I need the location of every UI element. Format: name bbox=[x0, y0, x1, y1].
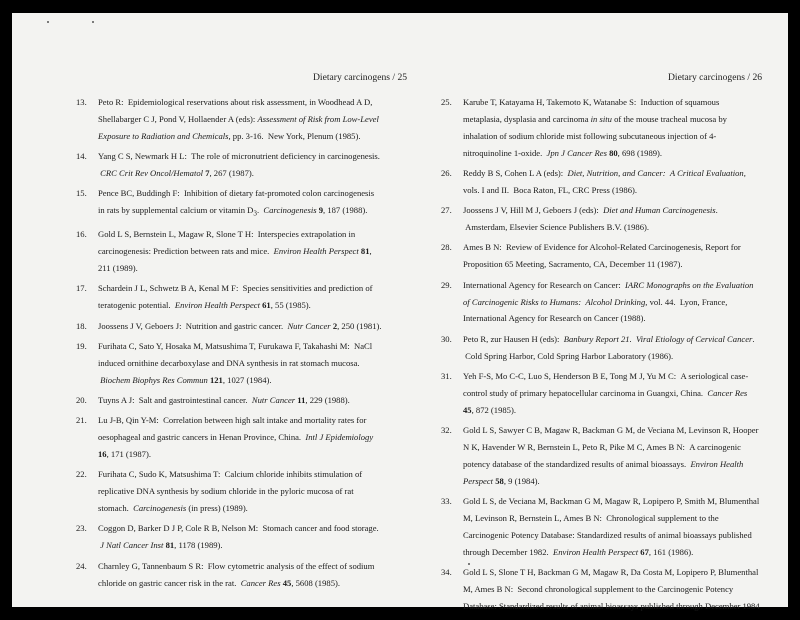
page-header-left: Dietary carcinogens / 25 bbox=[313, 72, 408, 83]
reference-item bbox=[76, 558, 382, 592]
reference-item bbox=[76, 338, 382, 389]
reference-number: 29. bbox=[441, 279, 452, 290]
reference-number: 13. bbox=[76, 97, 87, 107]
reference-item bbox=[76, 520, 382, 554]
reference-number: 19. bbox=[76, 340, 87, 351]
reference-number: 30. bbox=[441, 333, 452, 344]
reference-text: Gold L S, de Veciana M, Backman G M, Magaw R, Lopipero P, Smith M, Blumenthal M, Levinson R, Bernstein L, Ames B N: Chronological supplement to the Carcinogenic Potency Database: Standardized results of animal bioassays published through December 1982. Environ Health Perspect 67, 161 (1986). bbox=[463, 496, 760, 557]
reference-item bbox=[76, 412, 382, 463]
reference-list-left bbox=[76, 94, 382, 595]
reference-text: Gold L S, Sawyer C B, Magaw R, Backman G M, de Veciana M, Levinson R, Hooper N K, Havender W R, Bernstein L, Peto R, Pike M C, Ames B N: A carcinogenic potency database of the standardized results of animal bioassays. Environ Health Perspect 58, 9 (1984). bbox=[463, 425, 759, 486]
reference-number: 26. bbox=[441, 168, 452, 179]
reference-text: Coggon D, Barker D J P, Cole R B, Nelson M: Stomach cancer and food storage. J Natl Cancer Inst 81, 1178 (1989). bbox=[98, 523, 379, 551]
reference-item bbox=[441, 368, 760, 419]
reference-item bbox=[76, 392, 382, 409]
reference-number: 28. bbox=[441, 242, 452, 253]
reference-item bbox=[441, 94, 760, 162]
reference-number: 20. bbox=[76, 394, 87, 405]
reference-number: 25. bbox=[441, 97, 452, 107]
reference-text: Joossens J V, Hill M J, Geboers J (eds): Diet and Human Carcinogenesis. Amsterdam, Elsevier Science Publishers B.V. (1986). bbox=[463, 205, 718, 233]
reference-text: Yang C S, Newmark H L: The role of micronutrient deficiency in carcinogenesis. CRC Crit Rev Oncol/Hematol 7, 267 (1987). bbox=[98, 151, 380, 179]
reference-text: Peto R, zur Hausen H (eds): Banbury Report 21. Viral Etiology of Cervical Cancer. Cold Spring Harbor, Cold Spring Harbor Laboratory (1986). bbox=[463, 333, 755, 361]
reference-number: 31. bbox=[441, 370, 452, 381]
reference-text: Charnley G, Tannenbaum S R: Flow cytometric analysis of the effect of sodium chloride on gastric cancer risk in the rat. Cancer Res 45, 5608 (1985). bbox=[98, 560, 375, 588]
reference-text: Furihata C, Sato Y, Hosaka M, Matsushima T, Furukawa F, Takahashi M: NaCl induced ornithine decarboxylase and DNA synthesis in rat stomach mucosa. Biochem Biophys Res Commun 121, 1027 (1984). bbox=[98, 340, 373, 385]
reference-number: 22. bbox=[76, 469, 87, 480]
reference-item bbox=[76, 148, 382, 182]
reference-item bbox=[76, 280, 382, 314]
reference-item bbox=[441, 239, 760, 273]
reference-text: Joossens J V, Geboers J: Nutrition and gastric cancer. Nutr Cancer 2, 250 (1981). bbox=[98, 320, 382, 331]
scan-speck bbox=[92, 21, 94, 23]
reference-text: International Agency for Research on Cancer: IARC Monographs on the Evaluation of Carcinogenic Risks to Humans: Alcohol Drinking, vol. 44. Lyon, France, International Agency for Research on Cancer (1988). bbox=[463, 279, 754, 324]
reference-item bbox=[441, 493, 760, 561]
reference-text: Pence BC, Buddingh F: Inhibition of dietary fat-promoted colon carcinogenesis in rats by supplemental calcium or vitamin $D_3$. Carcinogenesis 9, 187 (1988). bbox=[98, 188, 375, 218]
page-header-right: Dietary carcinogens / 26 bbox=[668, 72, 763, 83]
scan-speck bbox=[47, 21, 49, 23]
reference-text: Gold L S, Slone T H, Backman G M, Magaw R, Da Costa M, Lopipero P, Blumenthal M, Ames B N: Second chronological supplement to the Carcinogenic Potency Database: Standardized results of animal bioassays published through December 1984 bbox=[463, 567, 760, 611]
reference-item bbox=[441, 422, 760, 490]
reference-list-right bbox=[441, 94, 760, 618]
reference-text: Karube T, Katayama H, Takemoto K, Watanabe S: Induction of squamous metaplasia, dysplasia and carcinoma in situ of the mouse tracheal mucosa by inhalation of sodium chloride mist following subcutaneous injection of 4-nitroquinoline 1-oxide. Jpn J Cancer Res 80, 698 (1989). bbox=[463, 97, 727, 158]
reference-number: 14. bbox=[76, 151, 87, 162]
reference-text: Yeh F-S, Mo C-C, Luo S, Henderson B E, Tong M J, Yu M C: A seriological case-control study of primary hepatocellular carcinoma in Guangxi, China. Cancer Res 45, 872 (1985). bbox=[463, 370, 749, 415]
reference-text: Gold L S, Bernstein L, Magaw R, Slone T H: Interspecies extrapolation in carcinogenesis: Prediction between rats and mice. Environ Health Perspect 81, 211 (1989). bbox=[98, 229, 372, 274]
reference-number: 18. bbox=[76, 320, 87, 331]
reference-text: Schardein J L, Schwetz B A, Kenal M F: Species sensitivities and prediction of teratogenic potential. Environ Health Perspect 61, 55 (1985). bbox=[98, 283, 373, 311]
reference-item bbox=[76, 185, 382, 223]
reference-number: 32. bbox=[441, 425, 452, 436]
reference-item bbox=[76, 318, 382, 335]
reference-number: 21. bbox=[76, 415, 87, 426]
reference-item bbox=[441, 165, 760, 199]
reference-item bbox=[441, 564, 760, 615]
reference-item bbox=[76, 466, 382, 517]
reference-number: 33. bbox=[441, 496, 452, 507]
reference-text: Tuyns A J: Salt and gastrointestinal cancer. Nutr Cancer 11, 229 (1988). bbox=[98, 394, 350, 405]
reference-text: Ames B N: Review of Evidence for Alcohol-Related Carcinogenesis, Report for Proposition 65 Meeting, Sacramento, CA, December 11 (1987). bbox=[463, 242, 741, 270]
reference-number: 24. bbox=[76, 560, 87, 571]
reference-text: Peto R: Epidemiological reservations about risk assessment, in Woodhead A D, Shellabarger C J, Pond V, Hollaender A (eds): Assessment of Risk from Low-Level Exposure to Radiation and Chemicals, pp. 3-16. New York, Plenum (1985). bbox=[98, 97, 379, 141]
reference-item bbox=[76, 94, 382, 145]
reference-number: 34. bbox=[441, 567, 452, 578]
reference-text: Furihata C, Sudo K, Matsushima T: Calcium chloride inhibits stimulation of replicative DNA synthesis by sodium chloride in the pyloric mucosa of rat stomach. Carcinogenesis (in press) (1989). bbox=[98, 469, 363, 514]
reference-number: 15. bbox=[76, 188, 87, 199]
reference-item bbox=[441, 277, 760, 328]
reference-item bbox=[441, 202, 760, 236]
reference-number: 16. bbox=[76, 229, 87, 240]
reference-text: Lu J-B, Qin Y-M: Correlation between high salt intake and mortality rates for oesophageal and gastric cancers in Henan Province, China. Intl J Epidemiology 16, 171 (1987). bbox=[98, 415, 374, 460]
reference-item bbox=[441, 331, 760, 365]
reference-number: 17. bbox=[76, 283, 87, 294]
reference-text: Reddy B S, Cohen L A (eds): Diet, Nutrition, and Cancer: A Critical Evaluation, vols. I and II. Boca Raton, FL, CRC Press (1986). bbox=[463, 168, 746, 195]
reference-number: 23. bbox=[76, 523, 87, 534]
reference-number: 27. bbox=[441, 205, 452, 216]
reference-item bbox=[76, 226, 382, 277]
